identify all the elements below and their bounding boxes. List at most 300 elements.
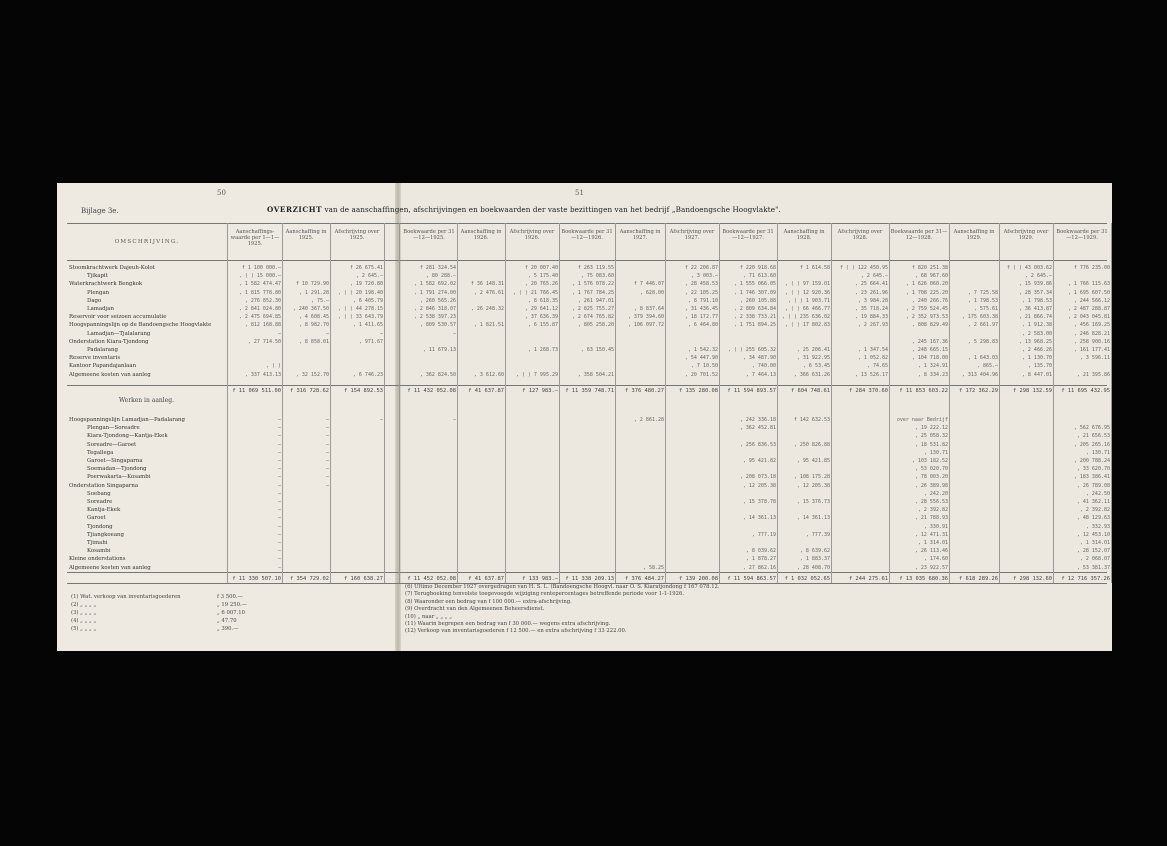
row-label: Soreadre—Garoet: [87, 441, 137, 448]
table-cell: , 14 361.13: [742, 515, 776, 522]
row-label: Kleine onderstations: [69, 556, 126, 563]
table-cell: , 12 205.38: [796, 482, 830, 489]
table-cell: , 8 837.64: [633, 306, 664, 312]
table-cell: , 161 177.41: [1073, 347, 1110, 353]
table-cell: , 34 487.90: [742, 355, 776, 362]
table-cell: , 575.61: [973, 306, 998, 312]
table-cell: , 240 266.76: [911, 297, 948, 304]
table-cell: —: [379, 417, 383, 423]
table-cell: , 805 258.20: [577, 322, 614, 329]
table-cell: , 2 267.93: [857, 322, 888, 329]
table-cell: , 15 376.73: [796, 499, 830, 505]
footnote-left-label: (1) Wat. verkoop van inventarisgoederen: [71, 594, 181, 600]
table-cell: , 865.—: [976, 363, 998, 370]
subtotal-cell: f 11 069 511.00: [232, 388, 281, 394]
appendix-label: Bijlage 3e.: [81, 207, 119, 215]
table-cell: f 36 148.31: [470, 281, 504, 288]
table-cell: , 3 596.11: [1079, 355, 1110, 362]
column-rule: [384, 223, 385, 583]
table-cell: , 248 665.15: [911, 347, 948, 353]
table-cell: , 1 798.53: [1021, 297, 1052, 304]
horizontal-rule: [67, 385, 1107, 386]
table-cell: —: [452, 330, 456, 337]
table-cell: , 200 788.24: [1073, 458, 1110, 464]
table-cell: , 26 389.98: [914, 482, 948, 489]
table-cell: , 379 394.60: [627, 314, 664, 321]
table-cell: , 31 436.45: [684, 306, 718, 312]
table-cell: , 25 206.41: [796, 347, 830, 353]
table-cell: —: [325, 441, 329, 448]
grand-total-cell: f 12 716 357.26: [1061, 576, 1110, 582]
table-cell: —: [277, 449, 281, 456]
table-cell: —: [277, 499, 281, 505]
table-cell: , 456 169.25: [1073, 322, 1110, 329]
table-cell: —: [325, 449, 329, 456]
table-cell: , 14 361.13: [796, 515, 830, 522]
subtotal-cell: f 11 853 603.22: [899, 388, 948, 394]
subtotal-cell: f 316 728.62: [290, 388, 329, 394]
table-cell: , 6 464.80: [687, 322, 718, 329]
table-cell: , 208 073.18: [739, 474, 776, 481]
table-cell: , 4 608.45: [298, 314, 329, 321]
footnote-left-label: (4) „ „ „ „: [71, 618, 97, 624]
table-cell: , 48 129.63: [1076, 515, 1110, 522]
table-cell: , 8 791.10: [687, 297, 718, 304]
table-cell: , 75 083.60: [580, 273, 614, 280]
table-cell: , 32 152.70: [295, 371, 329, 378]
grand-total-cell: f 160 638.27: [344, 576, 383, 582]
table-cell: , 1 883.37: [799, 556, 830, 563]
table-cell: f 776 235.00: [1073, 265, 1110, 271]
header-a25: Aanschaffing in 1925.: [285, 229, 327, 241]
subtotal-cell: f 11 432 052.08: [407, 388, 456, 394]
table-cell: —: [277, 523, 281, 530]
footnote-right: (7) Terugboeking tenvolste toegevoegde wijziging rentepercentages betreffende periode voor 1-1-1926.: [405, 591, 685, 598]
table-cell: , 21 395.86: [1076, 371, 1110, 378]
table-cell: , 2 392.82: [1079, 507, 1110, 514]
table-cell: , 26 789.08: [1076, 482, 1110, 489]
row-label: Garoet—Singaparna: [87, 458, 143, 464]
table-cell: f 220 918.68: [739, 265, 776, 271]
table-cell: , ( ): [265, 363, 281, 370]
table-cell: , 330.91: [923, 523, 948, 530]
table-cell: , 23 261.96: [854, 289, 888, 296]
table-cell: , 242.50: [1085, 490, 1110, 497]
table-cell: , 1 821.51: [473, 322, 504, 329]
table-cell: , 258 900.16: [1073, 338, 1110, 345]
table-cell: , 205 265.16: [1073, 441, 1110, 448]
table-cell: , 20 765.26: [524, 281, 558, 288]
table-cell: , 337 413.13: [244, 371, 281, 378]
table-cell: , 1 815 778.80: [238, 289, 281, 296]
table-cell: f 263 119.55: [577, 265, 614, 271]
table-cell: over naar Bedrijf: [896, 417, 948, 423]
subtotal-cell: f 11 594 893.57: [727, 388, 776, 394]
table-cell: , 2 487 288.87: [1067, 306, 1110, 312]
table-cell: , 28 556.53: [914, 499, 948, 505]
table-cell: , 8 618.35: [527, 297, 558, 304]
table-cell: , 18 531.82: [914, 441, 948, 448]
table-cell: f 20 007.40: [524, 265, 558, 271]
table-cell: , 15 378.78: [742, 499, 776, 505]
footnote-left-label: (5) „ „ „ „: [71, 626, 97, 632]
row-label: Soebang: [87, 490, 111, 497]
table-cell: , ( ) 44 278.15: [337, 306, 383, 312]
table-cell: , 3 612.60: [473, 371, 504, 378]
table-cell: —: [277, 540, 281, 546]
table-cell: , 250 826.88: [793, 441, 830, 448]
table-cell: —: [277, 507, 281, 514]
table-cell: , 18 172.77: [684, 314, 718, 321]
subtotal-cell: f 284 370.60: [849, 388, 888, 394]
horizontal-rule: [67, 260, 1107, 261]
header-omschrijving: OMSCHRIJVING.: [114, 239, 180, 245]
footnote-right: (12) Verkoop van inventarisgoederen f 12 500.— en extra afschrijving f 33 222.00.: [405, 628, 627, 635]
horizontal-rule: [67, 572, 1107, 573]
table-cell: f 22 206.87: [684, 265, 718, 271]
table-cell: , 809 530.57: [419, 322, 456, 329]
table-cell: , 54 447.90: [684, 355, 718, 362]
table-cell: , 362 452.81: [739, 425, 776, 432]
table-cell: , ( ) 255 605.32: [727, 347, 776, 353]
header-bw29: Boekwaarde per 31—12—1929.: [1056, 229, 1108, 241]
table-cell: , 244 566.12: [1073, 297, 1110, 304]
table-cell: , 19 720.80: [349, 281, 383, 288]
table-cell: , 7 464.13: [745, 371, 776, 378]
table-cell: , 33 620.70: [1076, 466, 1110, 473]
table-cell: , 358 504.21: [577, 371, 614, 378]
table-cell: , 256 836.53: [739, 441, 776, 448]
table-cell: —: [325, 425, 329, 432]
table-cell: , 1 542.32: [687, 347, 718, 353]
column-rule: [399, 223, 400, 583]
table-cell: , 3 984.28: [857, 297, 888, 304]
table-cell: , 2 538 397.23: [413, 314, 456, 321]
row-label: Plengan—Soreadre: [87, 425, 140, 432]
row-label: Garoet: [87, 515, 106, 522]
table-cell: , 3 003.—: [690, 273, 718, 280]
table-cell: , 7 725.58: [967, 289, 998, 296]
table-cell: , 1 766 115.63: [1067, 281, 1110, 288]
table-cell: , 777.39: [805, 531, 830, 538]
table-cell: , 2 645.—: [860, 273, 888, 280]
table-cell: , 15 939.86: [1018, 281, 1052, 288]
row-label: Algemeene kosten van aanleg: [69, 371, 151, 378]
header-a27: Aanschaffing in 1927.: [619, 229, 661, 241]
table-cell: , 21 788.93: [914, 515, 948, 522]
table-cell: , 21 866.74: [1018, 314, 1052, 321]
table-cell: , 8 447.01: [1021, 371, 1052, 378]
table-cell: —: [325, 466, 329, 473]
footnote-right: (11) Waarin begrepen een bedrag van f 30 000.— wegens extra afschrijving.: [405, 621, 611, 627]
table-cell: , 1 695 607.50: [1067, 289, 1110, 296]
table-cell: , 1 708 225.20: [905, 289, 948, 296]
table-cell: , 6 405.79: [352, 297, 383, 304]
table-cell: , 19 884.33: [854, 314, 888, 321]
works-heading: Werken in aanleg.: [119, 397, 174, 404]
subtotal-cell: f 298 132.59: [1013, 388, 1052, 394]
table-cell: , 1 052.82: [857, 355, 888, 362]
column-rule: [777, 223, 778, 583]
grand-total-cell: f 11 330 507.10: [232, 576, 281, 582]
table-cell: , ( ) 7 995.29: [515, 371, 558, 378]
table-cell: , 174.60: [923, 556, 948, 563]
table-cell: , 2 475 694.85: [238, 314, 281, 321]
table-cell: , 12 471.31: [914, 531, 948, 538]
footnote-left-value: „ 6 007.10: [217, 610, 246, 616]
table-cell: , 63 150.45: [580, 347, 614, 353]
table-cell: , 628.00: [639, 289, 664, 296]
header-bw26: Boekwaarde per 31—12—1926.: [561, 229, 613, 241]
row-label: Dago: [87, 297, 102, 304]
row-label: Hoogspanningslijn Lamadjan—Padalarang: [69, 417, 185, 423]
grand-total-cell: f 298 132.60: [1013, 576, 1052, 582]
table-cell: , 6 53.45: [802, 363, 830, 370]
table-cell: , 183 386.41: [1073, 474, 1110, 481]
table-cell: —: [325, 330, 329, 337]
table-cell: , 1 767 784.25: [571, 289, 614, 296]
row-label: Lamadjan: [87, 306, 114, 312]
table-cell: , 13 968.25: [1018, 338, 1052, 345]
table-cell: , 242 336.18: [739, 417, 776, 423]
table-cell: , 130.71: [1085, 449, 1110, 456]
table-cell: , 23 922.57: [914, 564, 948, 571]
table-cell: —: [277, 433, 281, 440]
grand-total-cell: f 139 200.08: [679, 576, 718, 582]
table-cell: , 1 268.73: [527, 347, 558, 353]
table-cell: , 2 466.26: [1021, 347, 1052, 353]
row-label: Kantoor Papandajanlaan: [69, 363, 137, 370]
page-gutter: [395, 183, 401, 651]
table-cell: , ( ) 235 636.02: [781, 314, 830, 321]
table-cell: , 1 626 060.20: [905, 281, 948, 288]
column-rule: [282, 223, 283, 583]
footnote-left-value: „ 19 250.—: [217, 602, 247, 608]
table-cell: , 1 314.01: [1079, 540, 1110, 546]
column-rule: [1111, 223, 1112, 583]
grand-total-cell: f 11 338 209.13: [565, 576, 614, 582]
table-cell: , 971.67: [358, 338, 383, 345]
table-cell: , 1 324.91: [917, 363, 948, 370]
table-cell: , 1 912.38: [1021, 322, 1052, 329]
table-cell: , 25 664.41: [854, 281, 888, 288]
header-aw: Aanschaffings-waarde per 1—1—1925.: [230, 229, 280, 247]
horizontal-rule: [67, 223, 1107, 224]
table-cell: , ( ) 12 920.36: [784, 289, 830, 296]
row-label: Waterkrachtwerk Bengkok: [69, 281, 143, 288]
subtotal-cell: f 154 892.53: [344, 388, 383, 394]
table-cell: , 21 656.53: [1076, 433, 1110, 440]
header-af28: Afschrijving over 1928.: [837, 229, 883, 241]
table-cell: , 175 603.38: [961, 314, 998, 321]
table-cell: , 71 613.60: [742, 273, 776, 280]
table-cell: , 2 861.28: [633, 417, 664, 423]
table-cell: , 1 411.65: [352, 322, 383, 329]
grand-total-cell: f 354 729.02: [290, 576, 329, 582]
table-cell: —: [325, 417, 329, 423]
grand-total-cell: f 618 289.26: [959, 576, 998, 582]
grand-total-cell: f 133 983.—: [522, 576, 558, 582]
table-cell: , ( ) 97 159.01: [784, 281, 830, 288]
table-cell: , 2 645.—: [1024, 273, 1052, 280]
table-cell: f 7 446.07: [633, 281, 664, 288]
column-rule: [457, 223, 458, 583]
table-cell: —: [277, 417, 281, 423]
table-cell: , 1 291.28: [298, 289, 329, 296]
grand-total-cell: f 13 035 680.36: [899, 576, 948, 582]
table-cell: , 108 175.28: [793, 474, 830, 481]
page-number-right: 51: [575, 189, 584, 197]
table-cell: , 1 746 307.09: [733, 289, 776, 296]
row-label: Stoomkrachtwerk Dajeuh-Kolot: [69, 265, 155, 271]
table-cell: , 5 175.40: [527, 273, 558, 280]
table-cell: —: [325, 474, 329, 481]
table-cell: , 366 631.26: [793, 371, 830, 378]
subtotal-cell: f 376 480.27: [625, 388, 664, 394]
row-label: Tjiangkoeang: [87, 531, 124, 538]
table-cell: , 28 408.70: [796, 564, 830, 571]
table-cell: , ( ) 21 766.45: [512, 289, 558, 296]
table-cell: , ( ) 66 466.77: [784, 306, 830, 312]
table-cell: , 1 347.54: [857, 347, 888, 353]
table-cell: , 808 829.49: [911, 322, 948, 329]
table-cell: , 261 947.01: [577, 297, 614, 304]
table-cell: , 2 674 765.82: [571, 314, 614, 321]
table-cell: , 37 636.39: [524, 314, 558, 321]
table-cell: , 19 222.12: [914, 425, 948, 432]
table-cell: —: [452, 417, 456, 423]
table-cell: , ( ) 17 802.83: [784, 322, 830, 329]
table-cell: , 1 751 894.25: [733, 322, 776, 329]
footnote-left-label: (3) „ „ „ „: [71, 610, 97, 616]
footnote-right: (6) Ultimo December 1927 overgedragen van H. S. L. (Bandoengsche Hoogvl. naar O. S. Kiaratjondong f 167 078.12.: [405, 584, 720, 590]
footnote-left-value: f 3 500.—: [217, 594, 243, 600]
row-label: Tjimahi: [87, 540, 108, 546]
table-cell: , 562 676.95: [1073, 425, 1110, 432]
table-cell: , ( ) 33 643.79: [337, 314, 383, 321]
table-cell: , 35 718.24: [854, 306, 888, 312]
table-cell: , 104 718.00: [911, 355, 948, 362]
table-cell: , 1 130.70: [1021, 355, 1052, 362]
subtotal-cell: f 11 359 748.71: [565, 388, 614, 394]
table-cell: , 53 020.70: [914, 466, 948, 473]
table-cell: , 8 334.23: [917, 371, 948, 378]
row-label: Reservoir voor seizoen accumulatie: [69, 314, 167, 321]
table-cell: , 95 421.85: [796, 458, 830, 464]
footnote-right: (8) Waaronder een bedrag van f 100 000.— extra-afschrijving.: [405, 598, 572, 605]
table-cell: —: [277, 531, 281, 538]
row-label: Lamadjan—Tjalalarang: [87, 330, 151, 337]
header-bw28: Boekwaarde per 31—12—1928.: [890, 229, 948, 241]
header-bw27: Boekwaarde per 31—12—1927.: [722, 229, 774, 241]
table-cell: f 26 675.41: [349, 265, 383, 271]
table-cell: , 7 10.50: [690, 363, 718, 370]
footnote-right: (10) „ naar „ „ „ „: [405, 613, 452, 620]
table-cell: , 245 167.36: [911, 338, 948, 345]
table-cell: , 8 039.62: [745, 548, 776, 555]
table-cell: , 80 288.—: [425, 273, 456, 280]
page-number-left: 50: [217, 189, 226, 197]
table-cell: , 777.19: [751, 531, 776, 538]
table-cell: f 820 251.38: [911, 265, 948, 271]
table-cell: —: [277, 474, 281, 481]
table-cell: —: [325, 433, 329, 440]
table-cell: f 1 614.58: [799, 265, 830, 271]
column-rule: [949, 223, 950, 583]
subtotal-cell: f 41 637.87: [468, 388, 504, 394]
table-cell: , 313 404.96: [961, 371, 998, 378]
grand-total-cell: f 376 484.27: [625, 576, 664, 582]
table-cell: —: [277, 466, 281, 473]
row-label: Plengan: [87, 289, 110, 296]
row-label: Onderstation Kiara-Tjondong: [69, 338, 149, 345]
table-cell: , 53 381.37: [1076, 564, 1110, 571]
subtotal-cell: f 127 983.—: [522, 388, 558, 394]
table-cell: , 41 362.11: [1076, 499, 1110, 505]
table-cell: —: [277, 458, 281, 464]
table-cell: f 10 729.90: [295, 281, 329, 288]
table-cell: —: [277, 330, 281, 337]
grand-total-cell: f 11 452 052.08: [407, 576, 456, 582]
table-cell: , 95 421.82: [742, 458, 776, 464]
footnote-left-label: (2) „ „ „ „: [71, 602, 97, 608]
header-af29: Afschrijving over 1929.: [1003, 229, 1049, 241]
table-cell: , 68 967.60: [914, 273, 948, 280]
grand-total-cell: f 1 032 052.65: [784, 576, 830, 582]
column-rule: [227, 223, 228, 583]
table-cell: , 2 759 524.45: [905, 306, 948, 312]
table-cell: , 8 982.70: [298, 322, 329, 329]
table-cell: —: [325, 458, 329, 464]
table-cell: , 29 641.12: [524, 306, 558, 312]
table-cell: , 2 068.07: [1079, 556, 1110, 563]
footnote-right: (9) Overdracht van den Algemeenen Beheersdienst.: [405, 606, 545, 613]
table-cell: f ( ) 122 450.95: [839, 265, 888, 271]
title-text: van de aanschaffingen, afschrijvingen en boekwaarden der vaste bezittingen van het bedrijf „Bandoengsche Hoogvlakte".: [324, 205, 781, 214]
table-cell: , 27 862.16: [742, 564, 776, 571]
table-cell: , 1 314.01: [917, 540, 948, 546]
table-cell: , 362 824.50: [419, 371, 456, 378]
table-cell: , 1 791 274.00: [413, 289, 456, 296]
table-cell: , 74.65: [866, 363, 888, 370]
table-cell: f ( ) 43 003.62: [1006, 265, 1052, 271]
table-cell: , 11 679.13: [422, 347, 456, 353]
table-cell: , 260 105.88: [739, 297, 776, 304]
table-cell: , 812 168.88: [244, 322, 281, 329]
table-cell: , 12 205.38: [742, 482, 776, 489]
table-cell: —: [277, 490, 281, 497]
table-cell: f 281 324.54: [419, 265, 456, 271]
row-label: Hoogspanningslijn op de Bandoengsche Hoogvlakte: [69, 322, 212, 329]
table-cell: , 2 841 024.80: [238, 306, 281, 312]
document-spread: [57, 183, 1112, 651]
table-cell: —: [277, 548, 281, 555]
table-cell: f 1 100 000.—: [241, 265, 281, 271]
header-a26: Aanschaffing in 1926.: [460, 229, 502, 241]
row-label: Padalarang: [87, 347, 118, 353]
table-cell: , 78 003.20: [914, 474, 948, 481]
title-lead: OVERZICHT: [267, 205, 323, 214]
table-cell: , 28 152.07: [1076, 548, 1110, 555]
table-cell: , 8 858.01: [298, 338, 329, 345]
table-cell: , 5 298.83: [967, 338, 998, 345]
table-cell: , 13 526.17: [854, 371, 888, 378]
table-cell: , 6 746.23: [352, 371, 383, 378]
table-cell: , 1 798.53: [967, 297, 998, 304]
table-cell: , 135.70: [1027, 363, 1052, 370]
table-cell: , ( ) 1 903.71: [787, 297, 830, 304]
table-cell: , 75.—: [310, 297, 329, 304]
